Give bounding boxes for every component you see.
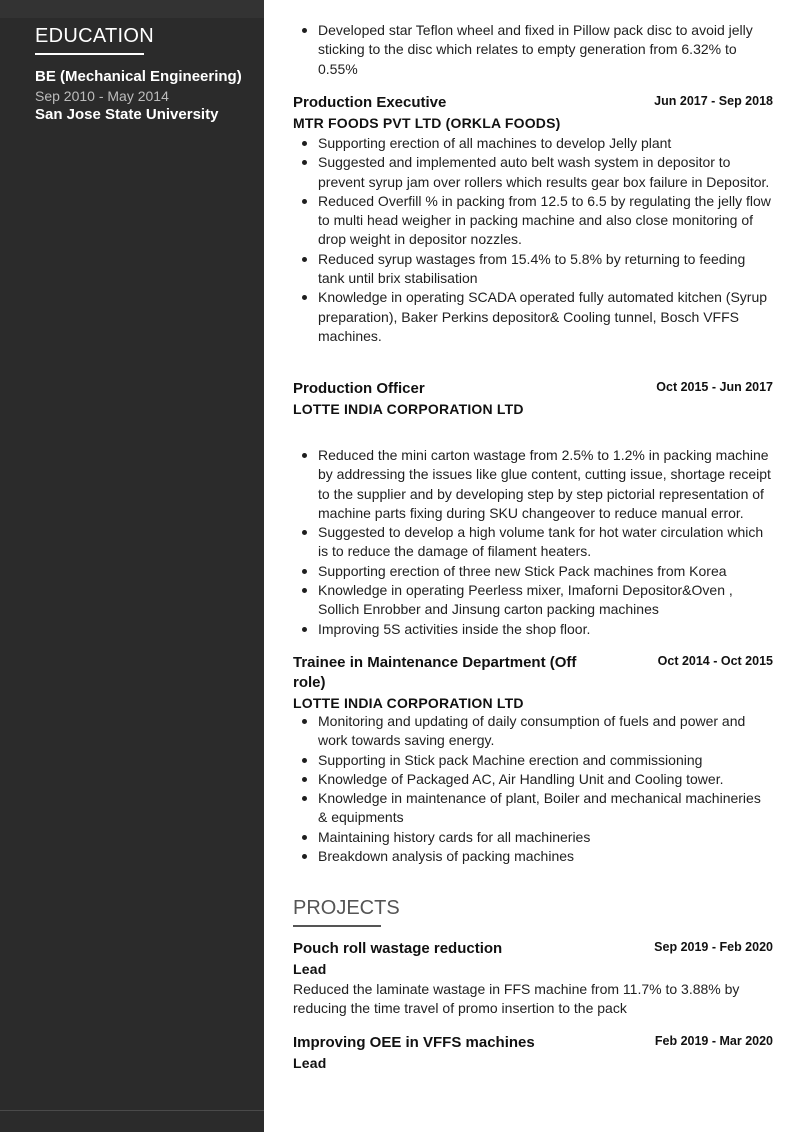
education-degree: BE (Mechanical Engineering)	[35, 68, 242, 85]
experience-entry-trainee	[293, 653, 773, 713]
list-item: Suggested to develop a high volume tank for hot water circulation which is to reduce the damage of filament heaters.	[293, 523, 773, 562]
sidebar-bottom-divider	[0, 1110, 264, 1111]
list-item: Monitoring and updating of daily consumption of fuels and power and work towards saving energy.	[293, 712, 773, 751]
job-dates: Oct 2015 - Jun 2017	[656, 380, 773, 394]
education-dates: Sep 2010 - May 2014	[35, 88, 169, 104]
list-item: Suggested and implemented auto belt wash system in depositor to prevent syrup jam over rollers which results gear box failure in Depositor.	[293, 153, 773, 192]
project-title: Pouch roll wastage reduction	[293, 940, 503, 957]
project-entry-oee	[293, 1033, 773, 1073]
experience-continued	[293, 21, 773, 79]
project-role: Lead	[293, 1055, 327, 1071]
experience-bullets-production-officer	[293, 446, 773, 639]
experience-entry-production-officer	[293, 379, 773, 419]
sidebar	[0, 0, 264, 1132]
bullet-list	[293, 712, 773, 866]
projects-heading: PROJECTS	[293, 897, 400, 919]
list-item: Supporting erection of three new Stick Pack machines from Korea	[293, 562, 773, 581]
project-description: Reduced the laminate wastage in FFS machine from 11.7% to 3.88% by reducing the time travel of promo insertion to the pack	[293, 981, 740, 1017]
project-dates: Feb 2019 - Mar 2020	[654, 1034, 773, 1048]
job-company: MTR FOODS PVT LTD (ORKLA FOODS)	[293, 115, 561, 131]
job-title: Trainee in Maintenance Department (Off role)	[293, 654, 577, 691]
list-item: Maintaining history cards for all machineries	[293, 828, 773, 847]
job-title: Production Executive	[293, 94, 447, 111]
job-dates: Oct 2014 - Oct 2015	[657, 654, 773, 668]
job-company: LOTTE INDIA CORPORATION LTD	[293, 695, 524, 711]
list-item: Supporting erection of all machines to develop Jelly plant	[293, 134, 773, 153]
job-dates: Jun 2017 - Sep 2018	[654, 94, 773, 108]
list-item: Reduced syrup wastages from 15.4% to 5.8% by returning to feeding tank until brix stabilisation	[293, 250, 773, 289]
list-item: Reduced the mini carton wastage from 2.5% to 1.2% in packing machine by addressing the issues like glue content, cutting issue, shortage receipt to the supplier and by developing step by step pictorial representation of machine parts fixing during SKU changeover to reduce manual error.	[293, 446, 773, 523]
experience-bullets-production-executive	[293, 134, 773, 346]
education-heading-underline	[35, 53, 144, 55]
list-item: Developed star Teflon wheel and fixed in Pillow pack disc to avoid jelly sticking to the disc which relates to empty generation from 6.32% to 0.55%	[293, 21, 773, 79]
sidebar-top-band	[0, 0, 264, 18]
list-item: Knowledge of Packaged AC, Air Handling Unit and Cooling tower.	[293, 770, 773, 789]
bullet-list	[293, 134, 773, 346]
job-company: LOTTE INDIA CORPORATION LTD	[293, 401, 524, 417]
list-item: Supporting in Stick pack Machine erection and commissioning	[293, 751, 773, 770]
education-school: San Jose State University	[35, 106, 219, 123]
projects-heading-underline	[293, 925, 381, 927]
bullet-list	[293, 446, 773, 639]
project-role: Lead	[293, 961, 327, 977]
job-title: Production Officer	[293, 380, 425, 397]
experience-continued-bullets	[293, 21, 773, 79]
list-item: Knowledge in operating Peerless mixer, Imaforni Depositor&Oven , Sollich Enrobber and Jinsung carton packing machines	[293, 581, 773, 620]
project-entry-pouch-roll	[293, 939, 773, 979]
education-heading: EDUCATION	[35, 25, 154, 47]
list-item: Knowledge in operating SCADA operated fully automated kitchen (Syrup preparation), Baker Perkins depositor& Cooling tunnel, Bosch VFFS machines.	[293, 288, 773, 346]
list-item: Breakdown analysis of packing machines	[293, 847, 773, 866]
experience-entry-production-executive	[293, 93, 773, 133]
list-item: Knowledge in maintenance of plant, Boiler and mechanical machineries & equipments	[293, 789, 773, 828]
list-item: Improving 5S activities inside the shop floor.	[293, 620, 773, 639]
experience-bullets-trainee	[293, 712, 773, 866]
project-dates: Sep 2019 - Feb 2020	[654, 940, 773, 954]
list-item: Reduced Overfill % in packing from 12.5 to 6.5 by regulating the jelly flow to multi head weigher in packing machine and also close monitoring of drop weight in depositor nozzles.	[293, 192, 773, 250]
project-title: Improving OEE in VFFS machines	[293, 1034, 535, 1051]
